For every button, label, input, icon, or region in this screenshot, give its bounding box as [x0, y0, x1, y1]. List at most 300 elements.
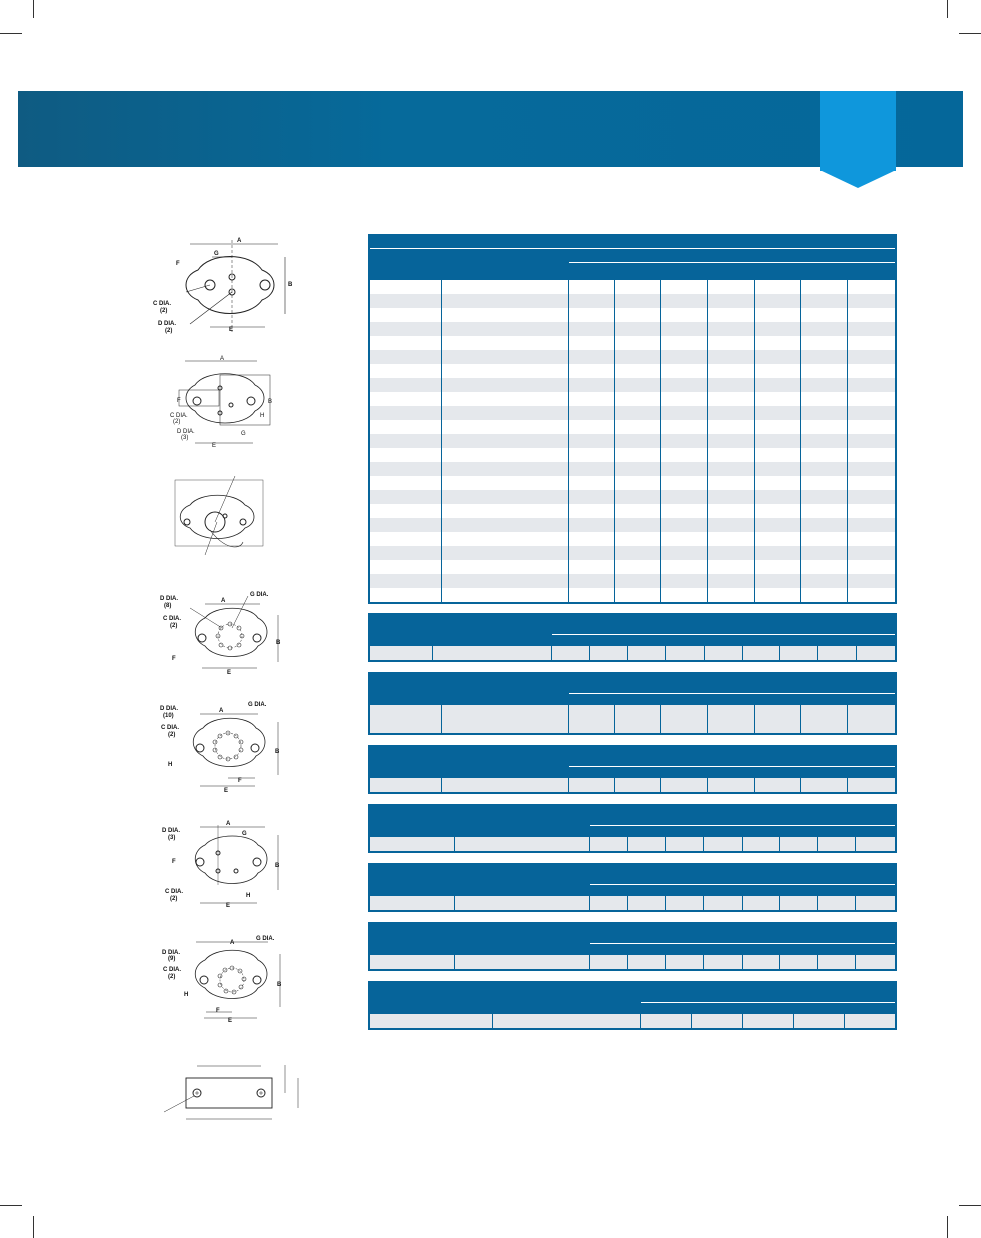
table-cell	[856, 837, 895, 851]
table-cell	[370, 588, 442, 602]
diagram-label: (3)	[168, 835, 176, 841]
table-cell	[801, 294, 848, 308]
diagram-label: (8)	[164, 603, 172, 609]
table-cell	[801, 364, 848, 378]
table-cell	[848, 546, 895, 560]
table-cell	[569, 518, 615, 532]
crop-mark	[33, 1216, 34, 1238]
table-cell	[708, 392, 755, 406]
table-cell	[569, 448, 615, 462]
table-row	[370, 448, 895, 462]
table-cell	[857, 646, 895, 660]
table-cell	[661, 350, 708, 364]
table-cell	[661, 546, 708, 560]
table-cell	[590, 837, 628, 851]
table-cell	[848, 308, 895, 322]
table-cell	[661, 308, 708, 322]
header-subrule	[569, 262, 895, 263]
table-cell	[370, 955, 455, 969]
diagram-label: F	[172, 656, 176, 662]
table-cell	[848, 364, 895, 378]
spec-table-3	[368, 672, 897, 735]
table-cell	[569, 778, 615, 792]
table-cell	[801, 392, 848, 406]
table-cell	[370, 350, 442, 364]
table-cell	[801, 378, 848, 392]
table-cell	[370, 420, 442, 434]
diagram-label: F	[176, 261, 180, 267]
diagram-label: C DIA.	[163, 967, 181, 973]
diagram-label: G DIA.	[248, 702, 267, 708]
table-cell	[615, 560, 662, 574]
table-cell	[615, 308, 662, 322]
table-cell	[615, 546, 662, 560]
table-row	[370, 504, 895, 518]
flange-diagram-2	[165, 355, 285, 450]
table-body	[370, 1014, 895, 1028]
table-cell	[615, 574, 662, 588]
table-cell	[848, 294, 895, 308]
table-cell	[755, 705, 802, 719]
diagram-label: (2)	[170, 623, 178, 629]
header-subrule	[590, 825, 895, 826]
header-subrule	[590, 884, 895, 885]
table-cell	[708, 378, 755, 392]
table-cell	[615, 322, 662, 336]
table-row	[370, 378, 895, 392]
table-cell	[661, 406, 708, 420]
table-cell	[755, 336, 802, 350]
table-cell	[708, 560, 755, 574]
table-cell	[370, 490, 442, 504]
flange-diagram-8	[160, 1060, 310, 1130]
table-cell	[848, 378, 895, 392]
table-cell	[743, 646, 781, 660]
table-cell	[442, 560, 569, 574]
table-header	[370, 865, 895, 896]
table-cell	[755, 406, 802, 420]
table-row	[370, 778, 895, 792]
table-row	[370, 518, 895, 532]
table-cell	[615, 588, 662, 602]
table-cell	[661, 588, 708, 602]
table-cell	[370, 518, 442, 532]
table-cell	[708, 280, 755, 294]
diagram-label: B	[275, 749, 280, 755]
table-cell	[780, 837, 818, 851]
table-cell	[552, 646, 590, 660]
diagram-label: B	[276, 640, 281, 646]
table-cell	[848, 574, 895, 588]
table-cell	[442, 350, 569, 364]
table-cell	[442, 280, 569, 294]
spec-table-6	[368, 863, 897, 912]
crop-mark	[947, 1216, 948, 1238]
table-cell	[801, 560, 848, 574]
table-cell	[370, 896, 455, 910]
table-cell	[615, 490, 662, 504]
table-cell	[442, 518, 569, 532]
diagram-label: C DIA.	[165, 889, 183, 895]
diagram-label: F	[238, 778, 242, 784]
table-row	[370, 392, 895, 406]
table-cell	[692, 1014, 743, 1028]
table-cell	[755, 392, 802, 406]
table-cell	[801, 350, 848, 364]
table-cell	[370, 705, 442, 719]
table-cell	[780, 955, 818, 969]
table-body	[370, 778, 895, 792]
table-cell	[848, 504, 895, 518]
crop-mark	[947, 0, 948, 18]
table-cell	[615, 336, 662, 350]
table-header	[370, 806, 895, 837]
table-cell	[801, 420, 848, 434]
table-cell	[442, 504, 569, 518]
table-cell	[442, 462, 569, 476]
table-cell	[615, 476, 662, 490]
spec-table-2	[368, 613, 897, 662]
table-cell	[801, 322, 848, 336]
table-cell	[801, 532, 848, 546]
table-row	[370, 646, 895, 660]
table-cell	[615, 420, 662, 434]
table-cell	[442, 420, 569, 434]
table-cell	[743, 955, 781, 969]
table-cell	[615, 406, 662, 420]
table-row	[370, 560, 895, 574]
table-header	[370, 924, 895, 955]
table-cell	[628, 646, 666, 660]
diagram-label: (2)	[173, 419, 181, 425]
table-row	[370, 490, 895, 504]
table-cell	[615, 705, 662, 719]
table-cell	[801, 518, 848, 532]
table-cell	[370, 322, 442, 336]
table-cell	[743, 837, 781, 851]
table-cell	[755, 462, 802, 476]
table-cell	[661, 420, 708, 434]
table-header	[370, 983, 895, 1014]
table-cell	[615, 378, 662, 392]
table-cell	[442, 719, 569, 733]
table-cell	[848, 322, 895, 336]
table-cell	[661, 574, 708, 588]
table-cell	[818, 896, 856, 910]
diagram-label: D DIA.	[162, 950, 180, 956]
table-cell	[661, 504, 708, 518]
table-cell	[801, 778, 848, 792]
table-cell	[370, 476, 442, 490]
diagram-label: B	[288, 282, 293, 288]
table-cell	[848, 280, 895, 294]
table-body	[370, 837, 895, 851]
table-cell	[455, 837, 590, 851]
table-cell	[442, 476, 569, 490]
table-cell	[708, 336, 755, 350]
table-body	[370, 646, 895, 660]
diagram-label: (2)	[160, 308, 168, 314]
table-cell	[704, 896, 743, 910]
table-cell	[794, 1014, 845, 1028]
diagram-label: F	[216, 1008, 220, 1014]
table-cell	[569, 588, 615, 602]
table-cell	[856, 955, 895, 969]
diagram-label: G	[241, 431, 246, 437]
table-cell	[848, 518, 895, 532]
table-cell	[569, 719, 615, 733]
table-cell	[569, 490, 615, 504]
table-cell	[801, 336, 848, 350]
table-cell	[628, 837, 666, 851]
table-body	[370, 280, 895, 602]
table-row	[370, 532, 895, 546]
table-cell	[370, 560, 442, 574]
table-row	[370, 955, 895, 969]
table-cell	[848, 476, 895, 490]
table-cell	[708, 434, 755, 448]
table-cell	[755, 560, 802, 574]
diagram-label: F	[177, 398, 181, 404]
diagram-label: E	[228, 1018, 233, 1024]
table-row	[370, 574, 895, 588]
diagram-label: G DIA.	[256, 936, 275, 942]
table-cell	[801, 574, 848, 588]
table-cell	[661, 476, 708, 490]
table-cell	[708, 778, 755, 792]
flange-diagram-6	[160, 815, 290, 910]
table-cell	[708, 406, 755, 420]
table-cell	[370, 294, 442, 308]
diagram-label: B	[275, 863, 280, 869]
table-cell	[569, 462, 615, 476]
crop-mark	[0, 1205, 22, 1206]
table-cell	[442, 364, 569, 378]
diagram-label: (2)	[170, 896, 178, 902]
diagram-label: H	[168, 762, 173, 768]
table-cell	[801, 448, 848, 462]
table-cell	[370, 378, 442, 392]
table-cell	[661, 294, 708, 308]
table-cell	[801, 719, 848, 733]
table-cell	[569, 280, 615, 294]
diagram-label: H	[260, 413, 265, 419]
table-cell	[569, 336, 615, 350]
table-cell	[755, 532, 802, 546]
table-cell	[615, 364, 662, 378]
table-cell	[442, 532, 569, 546]
table-row	[370, 588, 895, 602]
table-row	[370, 322, 895, 336]
diagram-label: C DIA.	[161, 725, 179, 731]
flange-diagram-4	[160, 590, 290, 680]
table-cell	[848, 719, 895, 733]
table-cell	[615, 434, 662, 448]
table-cell	[818, 646, 857, 660]
diagram-label: H	[246, 893, 251, 899]
table-cell	[370, 546, 442, 560]
table-row	[370, 462, 895, 476]
table-cell	[818, 955, 856, 969]
table-cell	[615, 719, 662, 733]
diagram-label: G DIA.	[250, 592, 269, 598]
table-cell	[708, 322, 755, 336]
table-cell	[569, 308, 615, 322]
table-row	[370, 364, 895, 378]
table-cell	[442, 574, 569, 588]
table-cell	[848, 490, 895, 504]
table-cell	[455, 955, 590, 969]
table-cell	[704, 955, 743, 969]
flange-diagram-1	[150, 232, 300, 342]
crop-mark	[0, 33, 22, 34]
diagram-label: E	[224, 788, 229, 794]
table-cell	[801, 280, 848, 294]
table-cell	[704, 837, 743, 851]
diagram-label: D DIA.	[160, 596, 178, 602]
table-cell	[370, 392, 442, 406]
table-cell	[801, 476, 848, 490]
table-cell	[569, 350, 615, 364]
table-cell	[569, 434, 615, 448]
table-cell	[370, 719, 442, 733]
table-cell	[848, 560, 895, 574]
table-header	[370, 615, 895, 646]
table-cell	[708, 719, 755, 733]
table-cell	[370, 434, 442, 448]
table-cell	[433, 646, 553, 660]
table-cell	[780, 646, 818, 660]
diagram-label: E	[212, 443, 217, 449]
table-cell	[661, 705, 708, 719]
table-cell	[615, 532, 662, 546]
table-cell	[848, 350, 895, 364]
table-cell	[615, 448, 662, 462]
table-cell	[628, 896, 666, 910]
table-cell	[442, 336, 569, 350]
table-row	[370, 350, 895, 364]
table-cell	[590, 646, 628, 660]
table-cell	[848, 532, 895, 546]
table-cell	[569, 476, 615, 490]
diagram-label: F	[172, 859, 176, 865]
table-cell	[370, 504, 442, 518]
table-cell	[370, 1014, 493, 1028]
table-cell	[442, 392, 569, 406]
table-row	[370, 336, 895, 350]
table-cell	[590, 896, 628, 910]
table-cell	[666, 646, 705, 660]
table-cell	[848, 420, 895, 434]
table-cell	[755, 434, 802, 448]
table-cell	[708, 420, 755, 434]
table-cell	[661, 392, 708, 406]
table-row	[370, 434, 895, 448]
table-cell	[755, 518, 802, 532]
spec-table-7	[368, 922, 897, 971]
table-cell	[755, 546, 802, 560]
spec-table-4	[368, 745, 897, 794]
table-cell	[615, 462, 662, 476]
table-cell	[755, 588, 802, 602]
table-cell	[755, 448, 802, 462]
diagram-label: D DIA.	[162, 828, 180, 834]
table-cell	[569, 532, 615, 546]
table-cell	[801, 434, 848, 448]
table-cell	[661, 490, 708, 504]
table-row	[370, 546, 895, 560]
table-cell	[801, 490, 848, 504]
table-cell	[615, 518, 662, 532]
header-subrule	[569, 693, 895, 694]
table-body	[370, 705, 895, 733]
header-rule	[370, 248, 895, 249]
diagram-label: A	[237, 238, 242, 244]
table-cell	[708, 476, 755, 490]
table-cell	[755, 378, 802, 392]
table-cell	[801, 588, 848, 602]
table-cell	[848, 778, 895, 792]
diagram-label: A	[230, 940, 235, 946]
table-row	[370, 837, 895, 851]
table-cell	[590, 955, 628, 969]
table-cell	[569, 392, 615, 406]
table-cell	[708, 588, 755, 602]
table-cell	[661, 532, 708, 546]
diagram-label: G	[214, 251, 219, 257]
table-cell	[708, 490, 755, 504]
table-cell	[370, 364, 442, 378]
table-body	[370, 955, 895, 969]
table-cell	[848, 336, 895, 350]
table-cell	[442, 294, 569, 308]
diagram-label: (2)	[168, 732, 176, 738]
table-cell	[615, 294, 662, 308]
table-cell	[755, 364, 802, 378]
table-cell	[848, 705, 895, 719]
table-cell	[661, 364, 708, 378]
section-tab-point	[820, 170, 896, 188]
table-cell	[569, 406, 615, 420]
diagram-label: B	[277, 982, 282, 988]
table-cell	[615, 350, 662, 364]
table-cell	[370, 406, 442, 420]
table-cell	[708, 705, 755, 719]
table-cell	[569, 546, 615, 560]
table-cell	[569, 364, 615, 378]
table-cell	[569, 560, 615, 574]
table-cell	[455, 896, 590, 910]
table-cell	[708, 350, 755, 364]
crop-mark	[33, 0, 34, 18]
table-cell	[661, 378, 708, 392]
table-cell	[848, 434, 895, 448]
table-row	[370, 896, 895, 910]
flange-diagram-7	[160, 932, 290, 1027]
table-cell	[708, 308, 755, 322]
table-cell	[801, 705, 848, 719]
table-cell	[708, 504, 755, 518]
table-cell	[708, 364, 755, 378]
table-cell	[370, 448, 442, 462]
table-cell	[666, 837, 704, 851]
table-header	[370, 236, 895, 280]
table-cell	[615, 778, 662, 792]
diagram-label: D DIA.	[177, 429, 195, 435]
table-cell	[661, 322, 708, 336]
table-cell	[708, 518, 755, 532]
table-cell	[708, 294, 755, 308]
